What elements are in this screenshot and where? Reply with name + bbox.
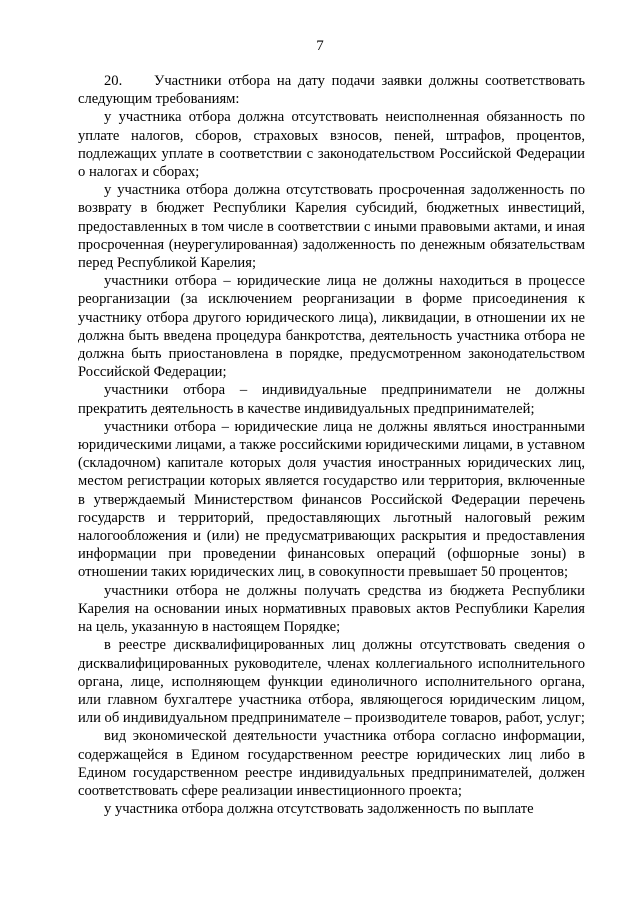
section-intro-text: Участники отбора на дату подачи заявки должны соответствовать следующим требованиям: — [78, 73, 585, 108]
requirement-paragraph: у участника отбора должна отсутствовать просроченная задолженность по возврату в бюджет Республики Карелия субсидий, бюджетных инвестиций, предоставленных в том числе в соответствии с иными правовыми актами, и иная просроченная (неурегулированная) задолженность по денежным обязательствам перед Республикой Карелия; — [78, 182, 585, 272]
requirement-paragraph: участники отбора – юридические лица не должны являться иностранными юридическими лицами, а также российскими юридическими лицами, в уставном (складочном) капитале которых доля участия иностранных юридических лиц, местом регистрации которых является государство или территория, включенные в утверждаемый Министерством финансов Российской Федерации перечень государств и территорий, предоставляющих льготный налоговый режим налогообложения и (или) не предусматривающих раскрытия и предоставления информации при проведении финансовых операций (офшорные зоны) в отношении таких юридических лиц, в совокупности превышает 50 процентов; — [78, 418, 585, 581]
requirement-paragraph: вид экономической деятельности участника отбора согласно информации, содержащейся в Едином государственном реестре юридических лиц либо в Едином государственном реестре индивидуальных предпринимателей, должен соответствовать сфере реализации инвестиционного проекта; — [78, 728, 585, 799]
requirement-paragraph: участники отбора не должны получать средства из бюджета Республики Карелия на основании иных нормативных правовых актов Республики Карелия на цель, указанную в настоящем Порядке; — [78, 582, 585, 636]
requirement-paragraph: у участника отбора должна отсутствовать неисполненная обязанность по уплате налогов, сборов, страховых взносов, пеней, штрафов, процентов, подлежащих уплате в соответствии с законодательством Российской Федерации о налогах и сборах; — [78, 109, 585, 181]
requirement-paragraph: в реестре дисквалифицированных лиц должны отсутствовать сведения о дисквалифицированных руководителе, членах коллегиального исполнительного органа, лице, исполняющем функции единоличного исполнительного органа, или главном бухгалтере участника отбора, являющегося юридическим лицом, или об индивидуальном предпринимателе – производителе товаров, работ, услуг; — [78, 637, 585, 727]
section-20-paragraph — [78, 72, 585, 108]
requirement-paragraph: участники отбора – юридические лица не должны находиться в процессе реорганизации (за исключением реорганизации в форме присоединения к участнику отбора другого юридического лица), ликвидации, в отношении их не должна быть введена процедура банкротства, деятельность участника отбора не должна быть приостановлена в порядке, предусмотренном законодательством Российской Федерации; — [78, 273, 585, 381]
requirement-paragraph: участники отбора – индивидуальные предприниматели не должны прекратить деятельность в качестве индивидуальных предпринимателей; — [78, 382, 585, 417]
page-number: 7 — [316, 38, 324, 54]
section-number: 20. — [104, 73, 123, 89]
requirement-paragraph: у участника отбора должна отсутствовать задолженность по выплате — [104, 801, 534, 818]
document-body — [78, 72, 585, 818]
